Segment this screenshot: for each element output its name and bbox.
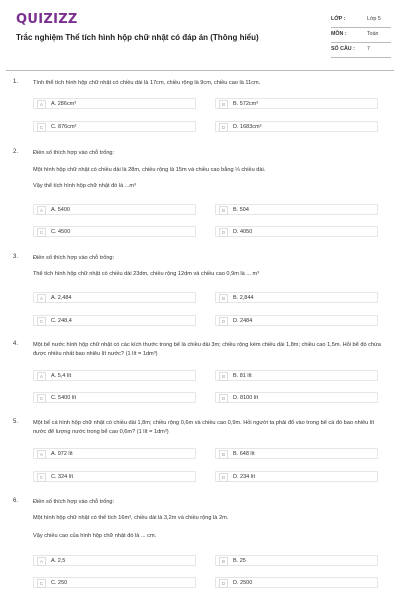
option-a[interactable] [33,98,196,109]
meta-label: MÔN : [331,31,347,37]
question-detail: Vậy thể tích hình hộp chữ nhật đó là ...m³ [33,183,136,189]
option-letter: C [37,394,46,403]
question-detail: Một hình hộp chữ nhật có chiều dài là 28m, chiều rộng là 15m và chiều cao bằng ⅓ chiều dài. [33,167,266,173]
question-text: Một bể cá hình hộp chữ nhật có chiều dài 1,8m; chiều rộng 0,6m và chiều cao 0,9m. Hỏi người ta phải đổ vào trong bể cá đó bao nhiêu lít nước để lượng nước trong bể cao 0,6m? (1 lít = 1dm³) [33,420,375,435]
option-b[interactable] [215,98,378,109]
option-letter: A [37,294,46,303]
question-number: 1. [13,79,19,85]
question-number: 2. [13,149,19,155]
option-b[interactable] [215,204,378,215]
option-text: A. 2,484 [51,295,72,301]
question-detail: Vậy chiều cao của hình hộp chữ nhật đó là ... cm. [33,533,157,539]
option-text: C. 5400 lít [51,395,77,401]
option-letter: D [219,473,228,482]
question-detail: Thể tích hình hộp chữ nhật có chiều dài 23dm, chiều rộng 12dm và chiều cao 0,9m là ... m³ [33,271,260,277]
option-letter: A [37,372,46,381]
meta-row-grade [331,13,391,28]
question-number: 6. [13,498,19,504]
option-letter: B [219,206,228,215]
option-letter: B [219,450,228,459]
option-c[interactable] [33,471,196,482]
option-letter: B [219,557,228,566]
meta-label: SỐ CÂU : [331,46,355,52]
option-text: D. 2484 [233,318,253,324]
option-letter: D [219,123,228,132]
option-text: A. 5400 [51,207,70,213]
option-text: B. 504 [233,207,249,213]
option-text: A. 972 lít [51,451,73,457]
option-letter: B [219,372,228,381]
option-letter: D [219,228,228,237]
option-letter: A [37,100,46,109]
option-letter: A [37,557,46,566]
option-text: B. 81 lít [233,373,252,379]
option-letter: A [37,206,46,215]
question-text: Một bể nước hình hộp chữ nhật có các kích thước trong bể là chiều dài 3m; chiều rộng kém chiều dài 1,8m; chiều cao 1,5m. Hỏi bể đó chứa được nhiều nhất bao nhiêu lít nước? (1 lít = 1dm³) [33,342,381,357]
option-text: C. 250 [51,580,68,586]
meta-row-count [331,43,391,58]
question-text: Điền số thích hợp vào chỗ trống: [33,150,115,156]
quizizz-logo: QUIZIZZ [16,12,78,27]
option-c[interactable] [33,226,196,237]
option-b[interactable] [215,292,378,303]
option-letter: B [219,100,228,109]
meta-row-subject [331,28,391,43]
option-text: C. 876cm³ [51,124,77,130]
option-a[interactable] [33,204,196,215]
option-letter: C [37,473,46,482]
option-d[interactable] [215,315,378,326]
option-letter: A [37,450,46,459]
option-text: D. 8100 lít [233,395,259,401]
question-text: Điền số thích hợp vào chỗ trống: [33,255,115,261]
option-d[interactable] [215,121,378,132]
option-text: D. 234 lít [233,474,256,480]
option-a[interactable] [33,448,196,459]
option-letter: C [37,228,46,237]
meta-label: LỚP : [331,16,346,22]
option-letter: D [219,579,228,588]
option-text: C. 324 lít [51,474,74,480]
meta-table [331,13,391,58]
option-text: D. 4050 [233,229,253,235]
question-number: 3. [13,254,19,260]
option-a[interactable] [33,292,196,303]
option-d[interactable] [215,577,378,588]
option-a[interactable] [33,370,196,381]
worksheet-header [0,0,400,70]
option-letter: C [37,317,46,326]
option-d[interactable] [215,392,378,403]
option-letter: D [219,317,228,326]
meta-value: 7 [367,46,370,52]
option-text: A. 2,5 [51,558,66,564]
question-number: 4. [13,341,19,347]
meta-value: Lớp 5 [367,16,381,22]
option-text: C. 248,4 [51,318,72,324]
option-text: A. 5,4 lít [51,373,72,379]
option-text: B. 648 lít [233,451,255,457]
option-c[interactable] [33,392,196,403]
option-text: B. 572cm³ [233,101,259,107]
option-letter: C [37,579,46,588]
option-c[interactable] [33,577,196,588]
option-d[interactable] [215,226,378,237]
option-text: B. 25 [233,558,246,564]
option-b[interactable] [215,370,378,381]
question-text: Điền số thích hợp vào chỗ trống: [33,499,115,505]
option-a[interactable] [33,555,196,566]
header-divider [6,70,394,71]
option-text: A. 286cm³ [51,101,77,107]
option-b[interactable] [215,448,378,459]
question-text: Tính thể tích hình hộp chữ nhật có chiều dài là 17cm, chiều rộng là 9cm, chiều cao là 11cm. [33,80,261,86]
question-detail: Một hình hộp chữ nhật có thể tích 16m³, chiều dài là 3,2m và chiều rộng là 2m. [33,515,229,521]
option-text: C. 4500 [51,229,71,235]
page-title: Trắc nghiệm Thể tích hình hộp chữ nhật có đáp án (Thông hiểu) [16,33,259,42]
option-d[interactable] [215,471,378,482]
question-number: 5. [13,419,19,425]
option-letter: C [37,123,46,132]
option-c[interactable] [33,315,196,326]
meta-value: Toán [367,31,379,37]
option-c[interactable] [33,121,196,132]
option-text: D. 2500 [233,580,253,586]
option-text: B. 2,844 [233,295,254,301]
option-text: D. 1683cm³ [233,124,262,130]
option-letter: B [219,294,228,303]
option-letter: D [219,394,228,403]
option-b[interactable] [215,555,378,566]
